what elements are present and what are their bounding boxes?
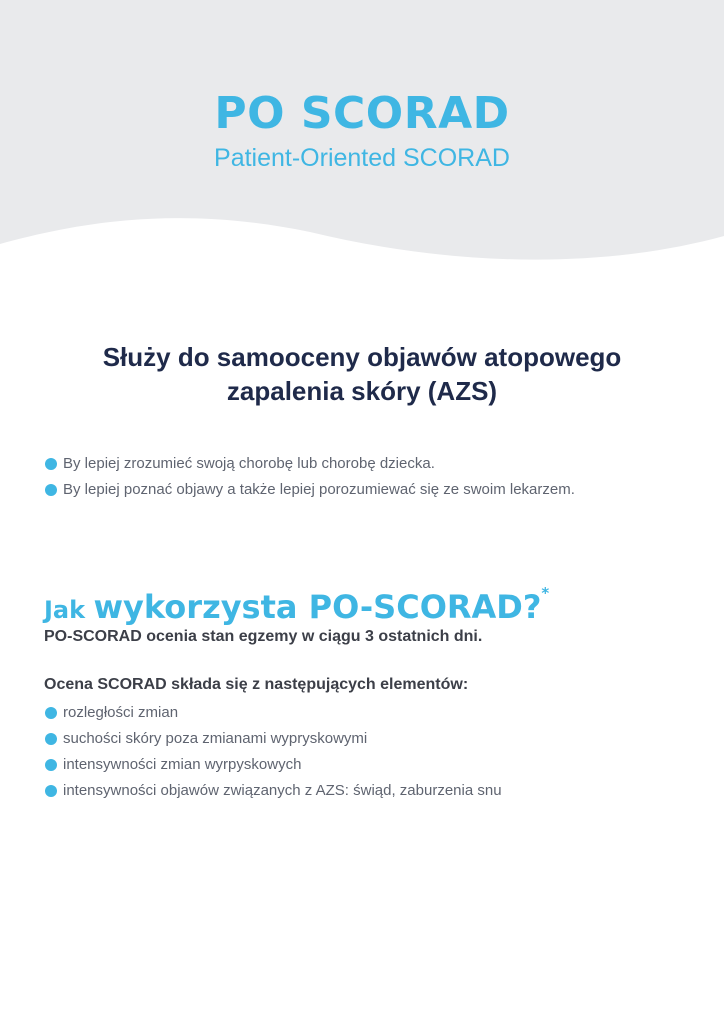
list-item: [45, 451, 575, 477]
components-bullet-list: [45, 700, 502, 804]
section-heading-small: Jak: [44, 596, 86, 624]
page-subtitle: Patient-Oriented SCORAD: [214, 144, 510, 172]
bullet-dot-icon: [45, 759, 57, 771]
list-item: [45, 700, 502, 726]
list-item-text: By lepiej zrozumieć swoją chorobę lub chorobę dziecka.: [63, 455, 435, 472]
footnote-mark: *: [541, 584, 550, 602]
section-heading-big: wykorzysta PO-SCORAD?: [93, 588, 542, 626]
list-item-text: rozległości zmian: [63, 704, 179, 721]
bullet-dot-icon: [45, 733, 57, 745]
section-heading: [44, 584, 550, 626]
list-item-text: intensywności objawów związanych z AZS: świąd, zaburzenia snu: [63, 782, 502, 799]
intro-heading-line1: Służy do samooceny objawów atopowego: [102, 342, 622, 372]
intro-bullet-list: [45, 451, 575, 503]
components-title: Ocena SCORAD składa się z następujących elementów:: [44, 676, 469, 693]
list-item-text: By lepiej poznać objawy a także lepiej porozumiewać się ze swoim lekarzem.: [63, 481, 575, 498]
list-item-text: suchości skóry poza zmianami wypryskowymi: [63, 730, 368, 747]
list-item: [45, 726, 502, 752]
section-lead: PO-SCORAD ocenia stan egzemy w ciągu 3 ostatnich dni.: [44, 628, 483, 645]
bullet-dot-icon: [45, 458, 57, 470]
list-item: [45, 477, 575, 503]
list-item-text: intensywności zmian wyrpyskowych: [63, 756, 302, 773]
page-title: PO SCORAD: [214, 88, 510, 139]
list-item: [45, 752, 502, 778]
intro-heading: [40, 340, 684, 408]
bullet-dot-icon: [45, 785, 57, 797]
bullet-dot-icon: [45, 484, 57, 496]
intro-heading-line2: zapalenia skóry (AZS): [226, 376, 498, 406]
bullet-dot-icon: [45, 707, 57, 719]
list-item: [45, 778, 502, 804]
